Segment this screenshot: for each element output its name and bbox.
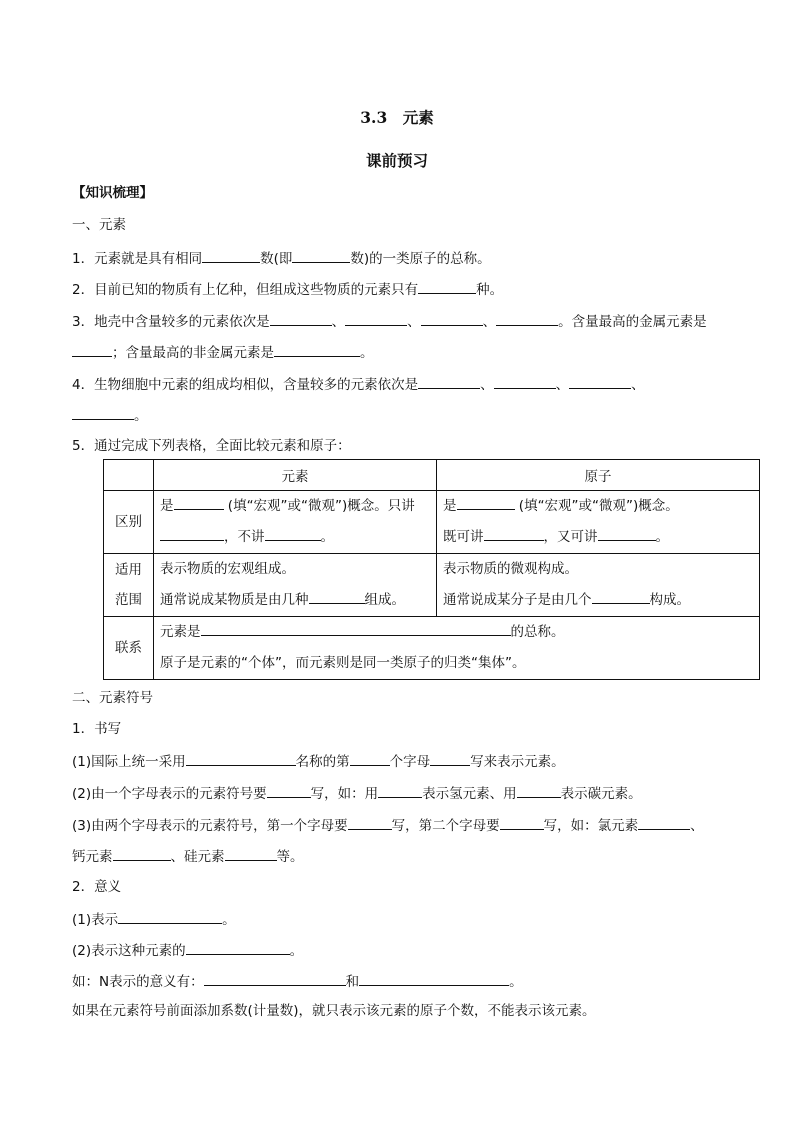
answer-blank[interactable]	[598, 526, 656, 541]
line-text: (2)由一个字母表示的元素符号要	[72, 786, 267, 802]
item3-text: 。含量最高的金属元素是	[558, 314, 707, 330]
cell-element-scope	[154, 554, 437, 617]
row-label-line: 适用	[115, 562, 142, 578]
answer-blank[interactable]	[500, 815, 544, 830]
header-element: 元素	[154, 460, 437, 491]
item1-text: 数)的一类原子的总称。	[350, 251, 491, 267]
answer-blank[interactable]	[225, 846, 277, 861]
item4-text: 4．生物细胞中元素的组成均相似，含量较多的元素依次是	[72, 377, 419, 393]
cell-text: (填“宏观”或“微观”)概念。	[518, 498, 679, 514]
item2-text: 种。	[476, 282, 504, 298]
writing-line4	[72, 846, 304, 866]
answer-blank[interactable]	[517, 783, 561, 798]
table-header-row	[104, 460, 760, 491]
line-text: 写，如：用	[310, 786, 379, 802]
answer-blank[interactable]	[160, 526, 224, 541]
item3-text: 3．地壳中含量较多的元素依次是	[72, 314, 270, 330]
line-text: (1)国际上统一采用	[72, 754, 186, 770]
meaning-line2	[72, 940, 303, 960]
answer-blank[interactable]	[186, 751, 296, 766]
answer-blank[interactable]	[494, 374, 556, 389]
answer-blank[interactable]	[204, 971, 346, 986]
answer-blank[interactable]	[265, 526, 321, 541]
answer-blank[interactable]	[569, 374, 631, 389]
answer-blank[interactable]	[174, 495, 224, 510]
line-text: 写来表示元素。	[470, 754, 565, 770]
line-text: 如：N表示的意义有：	[72, 974, 204, 990]
cell-text: 表示物质的宏观组成。	[160, 561, 295, 577]
answer-blank[interactable]	[267, 783, 311, 798]
item3-text: 。	[360, 345, 374, 361]
cell-relation	[154, 617, 760, 680]
line-text: 写，如：氯元素	[543, 818, 639, 834]
meaning-line3	[72, 971, 523, 991]
answer-blank[interactable]	[484, 526, 544, 541]
cell-text: 通常说成某物质是由几种	[160, 592, 309, 608]
subheading-meaning: 2．意义	[72, 879, 122, 895]
answer-blank[interactable]	[350, 751, 390, 766]
lesson-title: 3.3 元素	[360, 108, 434, 127]
answer-blank[interactable]	[72, 405, 134, 420]
line-text: 和	[345, 974, 360, 990]
cell-text: ，又可讲	[543, 529, 598, 545]
cell-atom-scope	[437, 554, 760, 617]
cell-text: 的总称。	[510, 624, 565, 640]
item2	[72, 279, 503, 299]
line-text: 表示氢元素、用	[422, 786, 517, 802]
answer-blank[interactable]	[421, 311, 483, 326]
answer-blank[interactable]	[592, 589, 650, 604]
cell-text: 是	[443, 498, 457, 514]
line-text: (3)由两个字母表示的元素符号，第一个字母要	[72, 818, 348, 834]
line-text: 名称的第	[295, 754, 350, 770]
answer-blank[interactable]	[638, 815, 690, 830]
header-atom: 原子	[437, 460, 760, 491]
cell-text: 原子是元素的“个体”，而元素则是同一类原子的归类“集体”。	[160, 655, 526, 671]
writing-line2	[72, 783, 642, 803]
answer-blank[interactable]	[418, 374, 480, 389]
line-text: (1)表示	[72, 912, 119, 928]
separator: 、	[331, 314, 346, 330]
answer-blank[interactable]	[359, 971, 509, 986]
line-text: 、	[690, 818, 704, 834]
cell-text: 通常说成某分子是由几个	[443, 592, 592, 608]
cell-text: ，不讲	[224, 529, 265, 545]
cell-text: 构成。	[649, 592, 690, 608]
part2-heading: 二、元素符号	[72, 690, 153, 706]
line-text: (2)表示这种元素的	[72, 943, 186, 959]
line-text: 等。	[276, 849, 304, 865]
part1-heading: 一、元素	[72, 217, 126, 233]
item3-text: ；含量最高的非金属元素是	[112, 345, 274, 361]
meaning-line4: 如果在元素符号前面添加系数(计量数)，就只表示该元素的原子个数，不能表示该元素。	[72, 1003, 596, 1019]
cell-text: 是	[160, 498, 174, 514]
separator: 、	[555, 377, 570, 393]
answer-blank[interactable]	[457, 495, 515, 510]
table-row-difference	[104, 491, 760, 554]
cell-text: (填“宏观”或“微观”)概念。只讲	[227, 498, 415, 514]
line-text: 。	[509, 974, 523, 990]
answer-blank[interactable]	[201, 621, 511, 636]
writing-line1	[72, 751, 565, 771]
answer-blank[interactable]	[378, 783, 422, 798]
line-text: 。	[222, 912, 236, 928]
answer-blank[interactable]	[118, 909, 222, 924]
answer-blank[interactable]	[418, 279, 476, 294]
table-row-scope	[104, 554, 760, 617]
item2-text: 2．目前已知的物质有上亿种，但组成这些物质的元素只有	[72, 282, 419, 298]
cell-text: 组成。	[364, 592, 405, 608]
item4-line1	[72, 374, 645, 394]
item3-line1	[72, 311, 707, 331]
item1	[72, 248, 491, 268]
item4-line2	[72, 405, 148, 425]
answer-blank[interactable]	[202, 248, 260, 263]
comparison-table	[103, 459, 760, 680]
item5: 5．通过完成下列表格，全面比较元素和原子：	[72, 438, 351, 454]
line-text: 。	[289, 943, 304, 959]
line-text: 表示碳元素。	[560, 786, 642, 802]
cell-text: 既可讲	[443, 529, 484, 545]
answer-blank[interactable]	[72, 342, 112, 357]
answer-blank[interactable]	[430, 751, 470, 766]
row-label-line: 范围	[115, 592, 142, 608]
cell-text: 。	[655, 529, 669, 545]
table-corner-cell	[104, 460, 154, 491]
separator: 、	[482, 314, 497, 330]
subheading-writing: 1．书写	[72, 721, 122, 737]
row-label	[104, 554, 154, 617]
answer-blank[interactable]	[113, 846, 171, 861]
separator: 、	[631, 377, 645, 393]
row-label: 联系	[104, 617, 154, 680]
answer-blank[interactable]	[348, 815, 392, 830]
answer-blank[interactable]	[270, 311, 332, 326]
line-text: 写，第二个字母要	[391, 818, 500, 834]
cell-element-difference	[154, 491, 437, 554]
lesson-subtitle: 课前预习	[365, 151, 428, 170]
answer-blank[interactable]	[186, 940, 290, 955]
answer-blank[interactable]	[309, 589, 365, 604]
table-row-relation	[104, 617, 760, 680]
cell-text: 。	[320, 529, 334, 545]
meaning-line1	[72, 909, 236, 929]
line-text: 个字母	[389, 754, 431, 770]
item1-text: 1．元素就是具有相同	[72, 251, 203, 267]
answer-blank[interactable]	[345, 311, 407, 326]
item4-text: 。	[134, 408, 148, 424]
cell-text: 元素是	[160, 624, 201, 640]
section-heading: 【知识梳理】	[72, 185, 153, 201]
separator: 、	[480, 377, 494, 393]
writing-line3	[72, 815, 704, 835]
cell-text: 表示物质的微观构成。	[443, 561, 578, 577]
row-label: 区别	[104, 491, 154, 554]
answer-blank[interactable]	[292, 248, 350, 263]
separator: 、	[407, 314, 421, 330]
item1-text: 数(即	[260, 251, 293, 267]
cell-atom-difference	[437, 491, 760, 554]
line-text: 、硅元素	[170, 849, 225, 865]
answer-blank[interactable]	[496, 311, 558, 326]
line-text: 钙元素	[72, 849, 113, 865]
item3-line2	[72, 342, 374, 362]
answer-blank[interactable]	[274, 342, 360, 357]
